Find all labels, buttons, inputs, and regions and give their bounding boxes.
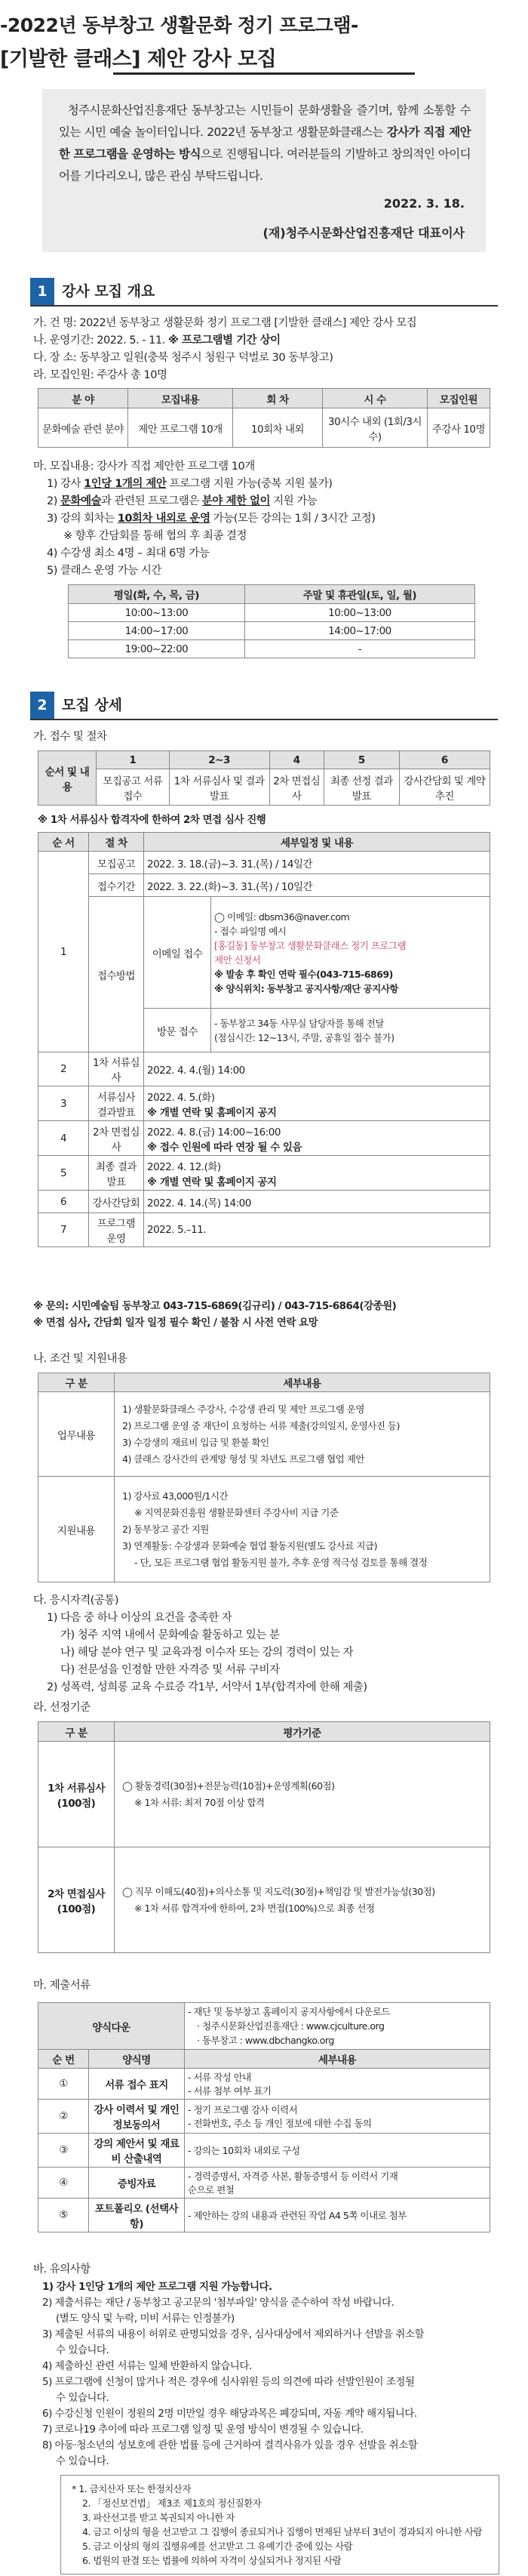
table-cell: 10회차 내외: [233, 408, 323, 448]
s2-item-na: 나. 조건 및 지원내용: [33, 1353, 127, 1365]
col-header: 주말 및 휴관일(토, 일, 월): [244, 585, 474, 604]
row-label: 1차 서류심사 (100점): [38, 1742, 115, 1847]
doc-name: 증빙자료: [89, 2168, 185, 2199]
doc-number: ②: [38, 2100, 89, 2134]
row-number: 1: [38, 852, 89, 1052]
row-number: 3: [38, 1086, 89, 1121]
col-header: 분 야: [38, 389, 128, 408]
table-cell: 10:00~13:00: [69, 604, 245, 622]
s1-ma-3-note: ※ 향후 간담회를 통해 협의 후 최종 결정: [63, 530, 247, 542]
doc-detail: - 경력증명서, 자격증 사본, 활동증명서 등 이력서 기재 순으로 편철: [185, 2168, 490, 2199]
step-number: 4: [269, 751, 324, 769]
row-value: 2022. 3. 18.(금)~3. 31.(목) / 14일간: [144, 852, 490, 874]
row-value: 2022. 3. 22.(화)~3. 31.(목) / 10일간: [144, 874, 490, 897]
row-label: 접수방법: [89, 897, 144, 1052]
notice-item: 3) 제출된 서류의 내용이 허위로 판명되었을 경우, 심사대상에서 제외하거나 선발을 취소할: [42, 2328, 425, 2340]
form-download-detail: - 재단 및 동부창고 홈페이지 공지사항에서 다운로드 · 청주시문화산업진흥재단 : www.cjculture.org · 동부창고 : www.dbchangko.org: [185, 2003, 490, 2050]
step-number: 1: [97, 751, 170, 769]
section-2-number: 2: [30, 692, 54, 719]
col-header: 평일(화, 수, 목, 금): [69, 585, 245, 604]
disqualification-item: 2. 「정신보건법」 제3조 제1호의 정신질환자: [82, 2497, 262, 2509]
disqualification-item: 6. 법원의 판결 또는 법률에 의하여 자격이 상실되거나 정지된 사람: [82, 2555, 342, 2566]
process-note: ※ 1차 서류심사 합격자에 한하여 2차 면접 심사 진행: [38, 814, 266, 826]
support-detail: 1) 강사료 43,000원/1시간 ※ 지역문화진흥원 생활문화센터 주강사비 지급 기준 2) 동부창고 공간 지원 3) 연계활동: 수강생과 문화예술 협업 활동지원(별도 강사료 지급) - 단, 모든 프로그램 협업 활동지원 불가, 추후 운영 적극성 검토를 통해 결정: [115, 1477, 490, 1582]
row-label: 모집공고: [89, 852, 144, 874]
selection-table: [38, 1721, 490, 1953]
col-header: 모집인원: [428, 389, 490, 408]
doc-detail: - 서류 작성 안내 - 서류 첨부 여부 표기: [185, 2069, 490, 2100]
col-header: 모집내용: [128, 389, 233, 408]
conditions-table: [38, 1373, 490, 1582]
notice-title-line2: [기발한 클래스] 제안 강사 모집: [0, 48, 277, 71]
method-label: 방문 접수: [144, 1009, 211, 1052]
col-header: 시 수: [323, 389, 428, 408]
row-label: 접수기간: [89, 874, 144, 897]
step-number: 2~3: [169, 751, 269, 769]
doc-number: ⑤: [38, 2199, 89, 2232]
s2-item-ba: 바. 유의사항: [33, 2263, 91, 2276]
row-value: 2022. 5.–11.: [144, 1213, 490, 1247]
table-cell: 주강사 10명: [428, 408, 490, 448]
doc-number: ④: [38, 2168, 89, 2199]
recruit-summary-table: [38, 388, 490, 448]
notice-item: 5) 프로그램에 신청이 많거나 적은 경우에 심사위원 등의 의견에 따라 선발인원이 조정될: [42, 2376, 415, 2388]
doc-name: 강사 이력서 및 개인정보동의서: [89, 2100, 185, 2134]
method-label: 이메일 접수: [144, 897, 211, 1009]
row-number: 6: [38, 1191, 89, 1213]
s1-item-na: 나. 운영기간: 2022. 5. - 11. ※ 프로그램별 기간 상이: [33, 334, 281, 347]
contact-notice: ※ 면접 심사, 간담회 일자 일정 필수 확인 / 불참 시 사전 연락 요망: [33, 1317, 318, 1329]
disqualification-item: 3. 파산선고를 받고 복권되지 아니한 자: [82, 2512, 235, 2523]
step-label: 강사간담회 및 계약추진: [399, 769, 490, 806]
notice-item: 1) 강사 1인당 1개의 제안 프로그램 지원 가능합니다.: [42, 2281, 272, 2293]
disqualification-item: 4. 금고 이상의 형을 선고받고 그 집행이 종료되거나 집행이 면제된 날부터 3년이 경과되지 아니한 사람: [82, 2526, 483, 2537]
s2-item-ga: 가. 접수 및 절차: [33, 731, 107, 743]
doc-detail: - 정기 프로그램 강사 이력서 - 전화번호, 주소 등 개인 정보에 대한 수집 동의: [185, 2100, 490, 2134]
col-header: 세부일정 및 내용: [144, 833, 490, 852]
schedule-table: [38, 832, 490, 1247]
documents-table: [38, 2002, 490, 2232]
row-number: 2: [38, 1052, 89, 1086]
section-1-title: 강사 모집 개요: [62, 283, 155, 300]
selection-detail: ◯ 직무 이해도(40점)+의사소통 및 지도력(30점)+책임감 및 발전가능성(30점) ※ 1차 서류 합격자에 한하여, 2차 면접(100%)으로 최종 선정: [115, 1847, 490, 1953]
step-label: 최종 선정 결과발표: [324, 769, 399, 806]
duty-detail: 1) 생활문화클래스 주강사, 수강생 관리 및 제안 프로그램 운영 2) 프로그램 운영 중 재단이 요청하는 서류 제출(강의일지, 운영사진 등) 3) 수강생의 재료비 입금 및 환불 확인 4) 클래스 강사간의 관계망 형성 및 차년도 프로그램 협업 제안: [115, 1392, 490, 1477]
col-header: 평가기준: [115, 1722, 490, 1742]
row-label: 최종 결과발표: [89, 1156, 144, 1191]
row-value: 2022. 4. 8.(금) 14:00~16:00 ※ 접수 인원에 따라 연장 될 수 있음: [144, 1121, 490, 1156]
s1-item-ga: 가. 건 명: 2022년 동부창고 생활문화 정기 프로그램 [기발한 클래스] 제안 강사 모집: [33, 317, 417, 329]
process-head: 순서 및 내용: [38, 751, 97, 806]
row-number: 4: [38, 1121, 89, 1156]
s1-item-da: 다. 장 소: 동부창고 일원(충북 청주시 청원구 덕벌로 30 동부창고): [33, 352, 333, 364]
form-download-label: 양식다운: [38, 2003, 185, 2050]
notice-item: 6) 수강신청 인원이 정원의 2명 미만일 경우 해당과목은 폐강되며, 자동 계약 해지됩니다.: [42, 2408, 417, 2420]
col-header: 절 차: [89, 833, 144, 852]
section-2-header: [30, 692, 498, 720]
col-header: 세부내용: [185, 2050, 490, 2069]
table-cell: 문화예술 관련 분야: [38, 408, 128, 448]
qualification-item: 가) 청주 지역 내에서 문화예술 활동하고 있는 분: [60, 1629, 280, 1641]
disqualification-item: 5. 금고 이상의 형의 집행유예를 선고받고 그 유예기간 중에 있는 사람: [82, 2541, 353, 2552]
section-2-title: 모집 상세: [62, 697, 123, 713]
notice-signature: (재)청주시문화산업진흥재단 대표이사: [262, 226, 465, 240]
col-header: 순 서: [38, 833, 89, 852]
row-value: 2022. 4. 12.(화) ※ 개별 연락 및 홈페이지 공지: [144, 1156, 490, 1191]
col-header: 회 차: [233, 389, 323, 408]
s1-ma-3: 3) 강의 회차는 10회차 내외로 운영 가능(모든 강의는 1회 / 3시간 고정): [47, 513, 376, 525]
col-header: 양식명: [89, 2050, 185, 2069]
row-label: 2차 면접심사 (100점): [38, 1847, 115, 1953]
s2-item-ra: 라. 선정기준: [33, 1702, 91, 1714]
row-label: 서류심사 결과발표: [89, 1086, 144, 1121]
row-label: 2차 면접심사: [89, 1121, 144, 1156]
step-number: 6: [399, 751, 490, 769]
section-1-header: [30, 278, 498, 307]
row-number: 5: [38, 1156, 89, 1191]
qualification-item: 다) 전문성을 인정할 만한 자격증 및 서류 구비자: [60, 1664, 280, 1676]
table-cell: 10:00~13:00: [244, 604, 474, 622]
table-cell: 14:00~17:00: [244, 622, 474, 640]
row-value: 2022. 4. 5.(화) ※ 개별 연락 및 홈페이지 공지: [144, 1086, 490, 1121]
doc-detail: - 강의는 10회차 내외로 구성: [185, 2134, 490, 2168]
col-header: 구 분: [38, 1722, 115, 1742]
process-table: [38, 750, 490, 806]
table-cell: 제안 프로그램 10개: [128, 408, 233, 448]
notice-title-line1: -2022년 동부창고 생활문화 정기 프로그램-: [0, 14, 358, 36]
s1-ma-4: 4) 수강생 최소 4명 – 최대 6명 가능: [47, 547, 210, 559]
intro-paragraph: 청주시문화산업진흥재단 동부창고는 시민들이 문화생활을 즐기며, 함께 소통할 수 있는 시민 예술 놀이터입니다. 2022년 동부창고 생활문화클래스는 강사가 직접 제안한 프로그램을 운영하는 방식으로 진행됩니다. 여러분들의 기발하고 창의적인 아이디어를 기다리오니, 많은 관심 부탁드립니다.: [59, 103, 471, 183]
doc-number: ①: [38, 2069, 89, 2100]
notice-item: 4) 제출하신 관련 서류는 일체 반환하지 않습니다.: [42, 2360, 252, 2372]
notice-item: 8) 아동·청소년의 성보호에 관한 법률 등에 근거하여 결격사유가 있을 경우 선발을 취소할: [42, 2439, 418, 2451]
disqualification-item: * 1. 금치산자 또는 한정치산자: [72, 2483, 191, 2494]
row-label: 프로그램 운영: [89, 1213, 144, 1247]
doc-name: 강의 제안서 및 재료비 산출내역: [89, 2134, 185, 2168]
row-label: 강사간담회: [89, 1191, 144, 1213]
col-header: 순 번: [38, 2050, 89, 2069]
notice-item: 7) 코로나19 추이에 따라 프로그램 일정 및 운영 방식이 변경될 수 있습니다.: [42, 2423, 364, 2436]
table-cell: 19:00~22:00: [69, 640, 245, 658]
s2-item-da: 다. 응시자격(공통): [33, 1595, 119, 1607]
selection-detail: ◯ 활동경력(30점)+전문능력(10점)+운영계획(60점) ※ 1차 서류: 최저 70점 이상 합격: [115, 1742, 490, 1847]
row-value: 2022. 4. 14.(목) 14:00: [144, 1191, 490, 1213]
table-cell: 14:00~17:00: [69, 622, 245, 640]
notice-item: 수 있습니다.: [56, 2344, 109, 2356]
email-detail: ◯ 이메일: dbsm36@naver.com - 접수 파일명 예시 [홍길동] 동부창고 생활문화클래스 정기 프로그램 제안 신청서 ※ 발송 후 확인 연락 필수(043-715-6869) ※ 양식위치: 동부창고 공지사항/재단 공지사항: [211, 897, 490, 1009]
doc-name: 서류 접수 표지: [89, 2069, 185, 2100]
row-value: 2022. 4. 4.(월) 14:00: [144, 1052, 490, 1086]
doc-name: 포트폴리오 (선택사항): [89, 2199, 185, 2232]
step-label: 2차 면접심사: [269, 769, 324, 806]
table-cell: -: [244, 640, 474, 658]
notice-date: 2022. 3. 18.: [383, 196, 465, 211]
qualification-item: 나) 해당 분야 연구 및 교육과정 이수자 또는 강의 경력이 있는 자: [60, 1647, 354, 1659]
step-label: 1차 서류심사 및 결과발표: [169, 769, 269, 806]
s1-ma-5: 5) 클래스 운영 가능 시간: [47, 565, 161, 577]
notice-item: 2) 제출서류는 재단 / 동부창고 공고문의 '첨부파일' 양식을 준수하여 작성 바랍니다.: [42, 2297, 394, 2309]
intro-bold-phrase: 강사가 직접 제안한 프로그램을 운영하는 방식: [59, 125, 471, 161]
disqualification-box: [60, 2475, 499, 2574]
doc-number: ③: [38, 2134, 89, 2168]
notice-item: 수 있습니다.: [56, 2392, 109, 2404]
col-header: 세부내용: [115, 1373, 490, 1392]
title-underline: [113, 72, 415, 75]
time-slot-table: [68, 584, 475, 658]
qualification-item: 2) 성폭력, 성희롱 교육 수료증 각1부, 서약서 1부(합격자에 한해 제출): [47, 1681, 367, 1693]
s1-item-ma: 마. 모집내용: 강사가 직접 제안한 프로그램 10개: [33, 461, 255, 473]
contact-line: ※ 문의: 시민예술팀 동부창고 043-715-6869(김규리) / 043-715-6864(강종원): [33, 1300, 397, 1312]
qualification-item: 1) 다음 중 하나 이상의 요건을 충족한 자: [47, 1612, 232, 1624]
table-cell: 30시수 내외 (1회/3시수): [323, 408, 428, 448]
row-label: 업무내용: [38, 1392, 115, 1477]
step-label: 모집공고 서류접수: [97, 769, 170, 806]
s1-item-ra: 라. 모집인원: 주강사 총 10명: [33, 369, 167, 381]
visit-detail: - 동부창고 34동 사무실 담당자를 통해 전달 (점심시간: 12~13시, 주말, 공휴일 접수 불가): [211, 1009, 490, 1052]
notice-item: 수 있습니다.: [56, 2455, 109, 2467]
s1-ma-1: 1) 강사 1인당 1개의 제안 프로그램 지원 가능(중복 지원 불가): [47, 478, 333, 490]
doc-detail: - 제안하는 강의 내용과 관련된 작업 A4 5쪽 이내로 첨부: [185, 2199, 490, 2232]
row-label: 지원내용: [38, 1477, 115, 1582]
col-header: 구 분: [38, 1373, 115, 1392]
section-1-number: 1: [30, 278, 54, 305]
row-label: 1차 서류심사: [89, 1052, 144, 1086]
row-number: 7: [38, 1213, 89, 1247]
s1-ma-2: 2) 문화예술과 관련된 프로그램은 분야 제한 없이 지원 가능: [47, 495, 318, 507]
s2-item-ma: 마. 제출서류: [33, 1980, 91, 1992]
step-number: 5: [324, 751, 399, 769]
notice-item: (별도 양식 및 누락, 미비 서류는 인정불가): [56, 2313, 235, 2325]
